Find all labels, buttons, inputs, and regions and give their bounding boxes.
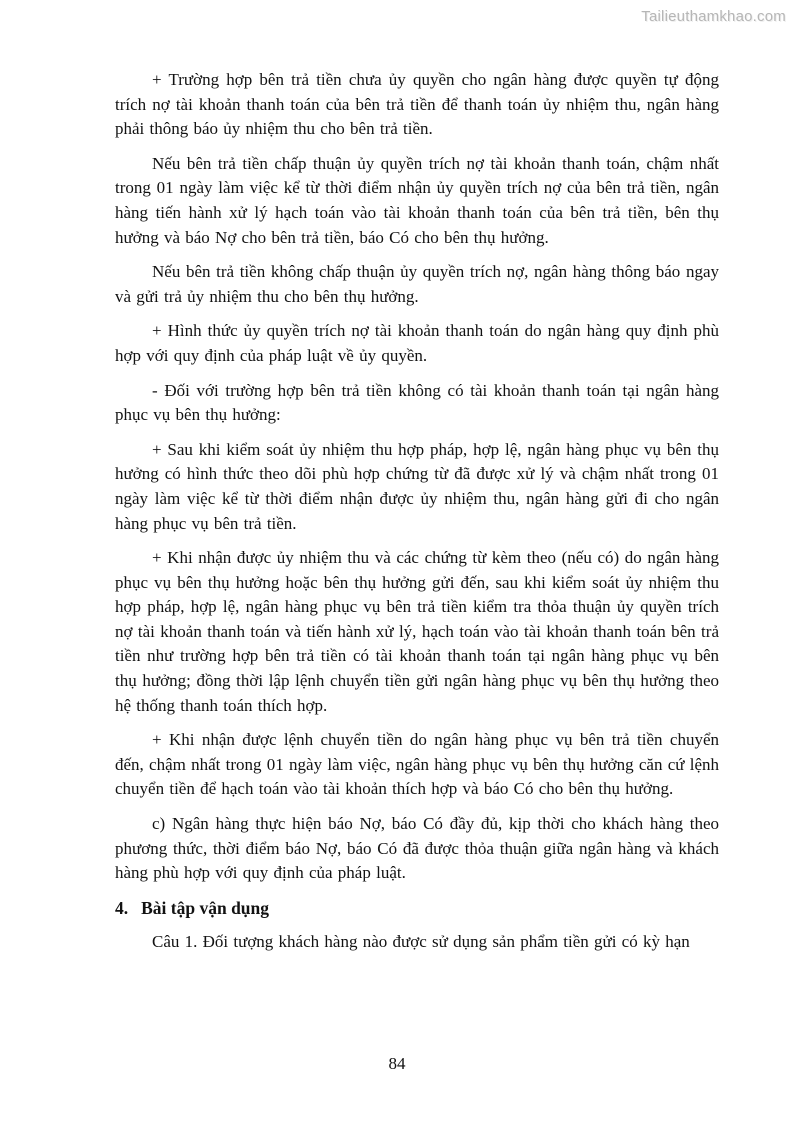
paragraph: + Trường hợp bên trả tiền chưa ủy quyền cho ngân hàng được quyền tự động trích nợ tài khoản thanh toán của bên trả tiền để thanh toán ủy nhiệm thu, ngân hàng phải thông báo ủy nhiệm thu cho bên trả tiền. <box>115 70 719 139</box>
page-number: 84 <box>388 1054 406 1073</box>
paragraph: c) Ngân hàng thực hiện báo Nợ, báo Có đầy đủ, kịp thời cho khách hàng theo phương thức, thời điểm báo Nợ, báo Có đã được thỏa thuận giữa ngân hàng và khách hàng phù hợp với quy định của pháp luật. <box>115 814 719 883</box>
paragraph: - Đối với trường hợp bên trả tiền không có tài khoản thanh toán tại ngân hàng phục vụ bên thụ hưởng: <box>115 380 719 425</box>
paragraph: + Khi nhận được ủy nhiệm thu và các chứng từ kèm theo (nếu có) do ngân hàng phục vụ bên thụ hưởng hoặc bên thụ hưởng gửi đến, sau khi kiểm soát ủy nhiệm thu hợp pháp, hợp lệ, ngân hàng phục vụ bên trả tiền kiểm tra thỏa thuận ủy quyền trích nợ tài khoản thanh toán và tiến hành xử lý, hạch toán vào tài khoản thanh toán bên trả tiền như trường hợp bên trả tiền có tài khoản thanh toán tại ngân hàng phục vụ bên thụ hưởng; đồng thời lập lệnh chuyển tiền gửi ngân hàng phục vụ bên thụ hưởng theo hệ thống thanh toán thích hợp. <box>115 548 719 715</box>
paragraph: + Khi nhận được lệnh chuyển tiền do ngân hàng phục vụ bên trả tiền chuyển đến, chậm nhất trong 01 ngày làm việc, ngân hàng phục vụ bên thụ hưởng căn cứ lệnh chuyển tiền để hạch toán vào tài khoản thích hợp và báo Có cho bên thụ hưởng. <box>115 730 719 799</box>
paragraph: + Sau khi kiểm soát ủy nhiệm thu hợp pháp, hợp lệ, ngân hàng phục vụ bên thụ hưởng có hình thức theo dõi phù hợp chứng từ đã được xử lý và chậm nhất trong 01 ngày làm việc kể từ thời điểm nhận được ủy nhiệm thu, ngân hàng gửi đi cho ngân hàng phục vụ bên trả tiền. <box>115 439 719 533</box>
paragraph: + Hình thức ủy quyền trích nợ tài khoản thanh toán do ngân hàng quy định phù hợp với quy định của pháp luật về ủy quyền. <box>115 321 719 365</box>
section-title: Bài tập vận dụng <box>141 897 270 918</box>
paragraph: Nếu bên trả tiền chấp thuận ủy quyền trích nợ tài khoản thanh toán, chậm nhất trong 01 ngày làm việc kể từ thời điểm nhận ủy quyền trích nợ của bên trả tiền, ngân hàng tiến hành xử lý hạch toán vào tài khoản thanh toán của bên trả tiền, bên thụ hưởng và báo Nợ cho bên trả tiền, báo Có cho bên thụ hưởng. <box>115 153 719 247</box>
section-heading <box>115 896 719 921</box>
watermark-text: Tailieuthamkhao.com <box>641 8 786 25</box>
document-body <box>115 68 719 965</box>
question-paragraph: Câu 1. Đối tượng khách hàng nào được sử dụng sản phẩm tiền gửi có kỳ hạn <box>152 932 690 952</box>
paragraph: Nếu bên trả tiền không chấp thuận ủy quyền trích nợ, ngân hàng thông báo ngay và gửi trả ủy nhiệm thu cho bên thụ hưởng. <box>115 262 719 306</box>
section-number: 4. <box>115 897 129 918</box>
